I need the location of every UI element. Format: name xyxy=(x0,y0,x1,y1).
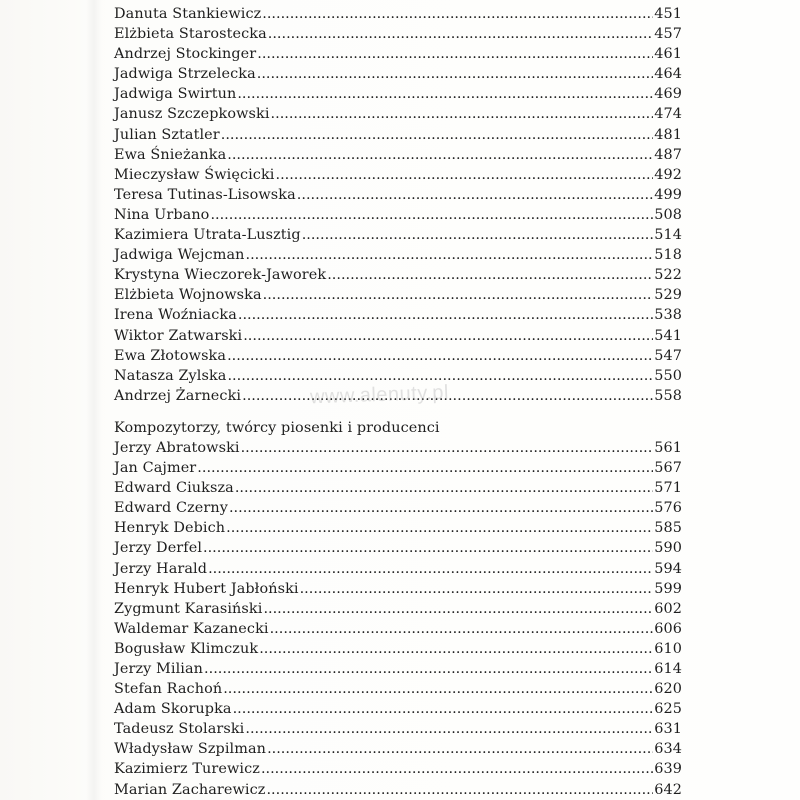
entry-name: Natasza Zylska xyxy=(114,367,227,384)
dot-leader xyxy=(241,438,654,458)
toc-entry xyxy=(114,366,682,386)
entry-name: Danuta Stankiewicz xyxy=(114,6,262,22)
toc-entry xyxy=(114,104,682,124)
entry-page-number: 642 xyxy=(654,781,682,798)
entry-name: Edward Ciuksza xyxy=(114,480,234,497)
toc-entry xyxy=(114,386,682,406)
entry-name: Henryk Hubert Jabłoński xyxy=(114,580,299,597)
entry-name: Jadwiga Swirtun xyxy=(114,86,237,103)
entry-page-number: 602 xyxy=(654,600,682,617)
toc-entry xyxy=(114,265,682,285)
dot-leader xyxy=(266,780,653,800)
toc-entry xyxy=(114,145,682,165)
dot-leader xyxy=(267,739,653,759)
entry-name: Edward Czerny xyxy=(114,500,228,517)
entry-name: Tadeusz Stolarski xyxy=(114,721,245,738)
entry-name: Krystyna Wieczorek-Jaworek xyxy=(114,267,327,284)
entry-name: Nina Urbano xyxy=(114,206,210,223)
entry-name: Andrzej Żarnecki xyxy=(114,387,242,404)
entry-page-number: 594 xyxy=(654,560,682,577)
toc-entry xyxy=(114,659,682,679)
toc-entry xyxy=(114,579,682,599)
table-of-contents xyxy=(114,4,682,800)
toc-entry xyxy=(114,699,682,719)
toc-entry xyxy=(114,639,682,659)
dot-leader xyxy=(261,759,653,779)
dot-leader xyxy=(276,165,654,185)
entry-page-number: 464 xyxy=(654,66,682,83)
entry-page-number: 492 xyxy=(654,166,682,183)
dot-leader xyxy=(233,699,654,719)
watermark-text: www.alenuty.pl xyxy=(309,381,450,409)
dot-leader xyxy=(226,518,653,538)
toc-entry xyxy=(114,225,682,245)
toc-entry xyxy=(114,780,682,800)
toc-entry xyxy=(114,498,682,518)
toc-entry xyxy=(114,759,682,779)
entry-name: Waldemar Kazanecki xyxy=(114,620,269,637)
entry-name: Kazimiera Utrata-Lusztig xyxy=(114,227,301,244)
dot-leader xyxy=(243,326,653,346)
entry-page-number: 571 xyxy=(654,480,682,497)
dot-leader xyxy=(268,24,653,44)
dot-leader xyxy=(270,619,654,639)
entry-page-number: 451 xyxy=(654,6,682,22)
dot-leader xyxy=(242,386,653,406)
entry-name: Irena Woźniacka xyxy=(114,307,237,324)
toc-entry xyxy=(114,679,682,699)
entry-page-number: 461 xyxy=(654,46,682,63)
entry-name: Zygmunt Karasiński xyxy=(114,600,263,617)
dot-leader xyxy=(197,458,653,478)
dot-leader xyxy=(227,346,653,366)
toc-entry xyxy=(114,518,682,538)
entry-page-number: 547 xyxy=(654,347,682,364)
entry-name: Jerzy Milian xyxy=(114,661,204,677)
dot-leader xyxy=(210,205,653,225)
toc-entry xyxy=(114,44,682,64)
entry-page-number: 550 xyxy=(654,367,682,384)
toc-entry xyxy=(114,285,682,305)
toc-entry xyxy=(114,719,682,739)
entry-page-number: 474 xyxy=(654,106,682,123)
toc-entry xyxy=(114,619,682,639)
toc-entry xyxy=(114,346,682,366)
dot-leader xyxy=(262,4,653,24)
toc-entry xyxy=(114,125,682,145)
section-spacer xyxy=(114,406,682,418)
entry-name: Marian Zacharewicz xyxy=(114,781,266,798)
entry-page-number: 487 xyxy=(654,146,682,163)
entry-name: Jadwiga Strzelecka xyxy=(114,66,256,83)
entry-name: Jadwiga Wejcman xyxy=(114,247,245,264)
entry-name: Mieczysław Święcicki xyxy=(114,166,275,183)
toc-entry xyxy=(114,245,682,265)
toc-entry xyxy=(114,438,682,458)
dot-leader xyxy=(245,719,653,739)
entry-name: Elżbieta Starostecka xyxy=(114,26,267,43)
entry-name: Andrzej Stockinger xyxy=(114,46,257,63)
dot-leader xyxy=(302,225,654,245)
entry-name: Elżbieta Wojnowska xyxy=(114,287,262,304)
entry-page-number: 639 xyxy=(654,761,682,778)
entry-name: Jerzy Harald xyxy=(114,560,208,577)
entry-page-number: 508 xyxy=(654,206,682,223)
dot-leader xyxy=(221,125,653,145)
entry-page-number: 610 xyxy=(654,640,682,657)
entry-page-number: 567 xyxy=(654,460,682,477)
dot-leader xyxy=(238,305,653,325)
dot-leader xyxy=(259,639,653,659)
dot-leader xyxy=(257,44,653,64)
toc-entry xyxy=(114,739,682,759)
entry-page-number: 599 xyxy=(654,580,682,597)
toc-entry xyxy=(114,84,682,104)
entry-name: Julian Sztatler xyxy=(114,126,220,143)
entry-page-number: 620 xyxy=(654,681,682,698)
section-heading: Kompozytorzy, twórcy piosenki i producenci xyxy=(114,419,440,436)
entry-page-number: 558 xyxy=(654,387,682,404)
entry-name: Jan Cajmer xyxy=(114,460,197,477)
entry-page-number: 538 xyxy=(654,307,682,324)
entry-name: Adam Skorupka xyxy=(114,701,232,718)
dot-leader xyxy=(327,265,653,285)
toc-entry xyxy=(114,538,682,558)
entry-page-number: 457 xyxy=(654,26,682,43)
dot-leader xyxy=(257,64,653,84)
toc-entry xyxy=(114,185,682,205)
entry-name: Jerzy Derfel xyxy=(114,540,203,557)
entry-page-number: 522 xyxy=(654,267,682,284)
entry-page-number: 469 xyxy=(654,86,682,103)
toc-entry xyxy=(114,205,682,225)
entry-name: Jerzy Abratowski xyxy=(114,439,240,456)
dot-leader xyxy=(227,366,653,386)
toc-section-composers xyxy=(114,438,682,800)
entry-page-number: 514 xyxy=(654,227,682,244)
entry-name: Janusz Szczepkowski xyxy=(114,106,270,123)
entry-page-number: 585 xyxy=(654,520,682,537)
toc-section-singers xyxy=(114,4,682,406)
entry-name: Władysław Szpilman xyxy=(114,741,267,758)
dot-leader xyxy=(203,538,653,558)
dot-leader xyxy=(263,599,653,619)
entry-page-number: 481 xyxy=(654,126,682,143)
entry-page-number: 529 xyxy=(654,287,682,304)
entry-page-number: 561 xyxy=(654,439,682,456)
entry-page-number: 590 xyxy=(654,540,682,557)
dot-leader xyxy=(235,478,653,498)
toc-entry xyxy=(114,458,682,478)
entry-name: Wiktor Zatwarski xyxy=(114,327,243,344)
toc-entry xyxy=(114,24,682,44)
toc-entry xyxy=(114,559,682,579)
dot-leader xyxy=(297,185,653,205)
toc-entry xyxy=(114,599,682,619)
entry-name: Stefan Rachoń xyxy=(114,681,223,698)
dot-leader xyxy=(227,145,653,165)
toc-entry xyxy=(114,478,682,498)
entry-name: Ewa Złotowska xyxy=(114,347,227,364)
toc-entry xyxy=(114,305,682,325)
dot-leader xyxy=(208,559,653,579)
dot-leader xyxy=(237,84,653,104)
entry-page-number: 499 xyxy=(654,186,682,203)
dot-leader xyxy=(223,679,653,699)
entry-name: Teresa Tutinas-Lisowska xyxy=(114,186,296,203)
toc-entry xyxy=(114,165,682,185)
dot-leader xyxy=(246,245,654,265)
page-gutter-shadow xyxy=(86,0,102,800)
entry-page-number: 518 xyxy=(654,247,682,264)
entry-name: Henryk Debich xyxy=(114,520,226,537)
entry-page-number: 541 xyxy=(654,327,682,344)
dot-leader xyxy=(300,579,654,599)
entry-name: Ewa Śnieżanka xyxy=(114,146,227,163)
toc-entry xyxy=(114,4,682,24)
entry-page-number: 606 xyxy=(654,620,682,637)
entry-page-number: 631 xyxy=(654,721,682,738)
dot-leader xyxy=(229,498,653,518)
entry-page-number: 625 xyxy=(654,701,682,718)
toc-entry xyxy=(114,326,682,346)
entry-name: Bogusław Klimczuk xyxy=(114,640,259,657)
entry-page-number: 634 xyxy=(654,741,682,758)
toc-entry xyxy=(114,64,682,84)
dot-leader xyxy=(263,285,654,305)
entry-page-number: 614 xyxy=(654,661,682,677)
dot-leader xyxy=(271,104,654,124)
entry-name: Kazimierz Turewicz xyxy=(114,761,260,778)
entry-page-number: 576 xyxy=(654,500,682,517)
dot-leader xyxy=(204,659,653,679)
